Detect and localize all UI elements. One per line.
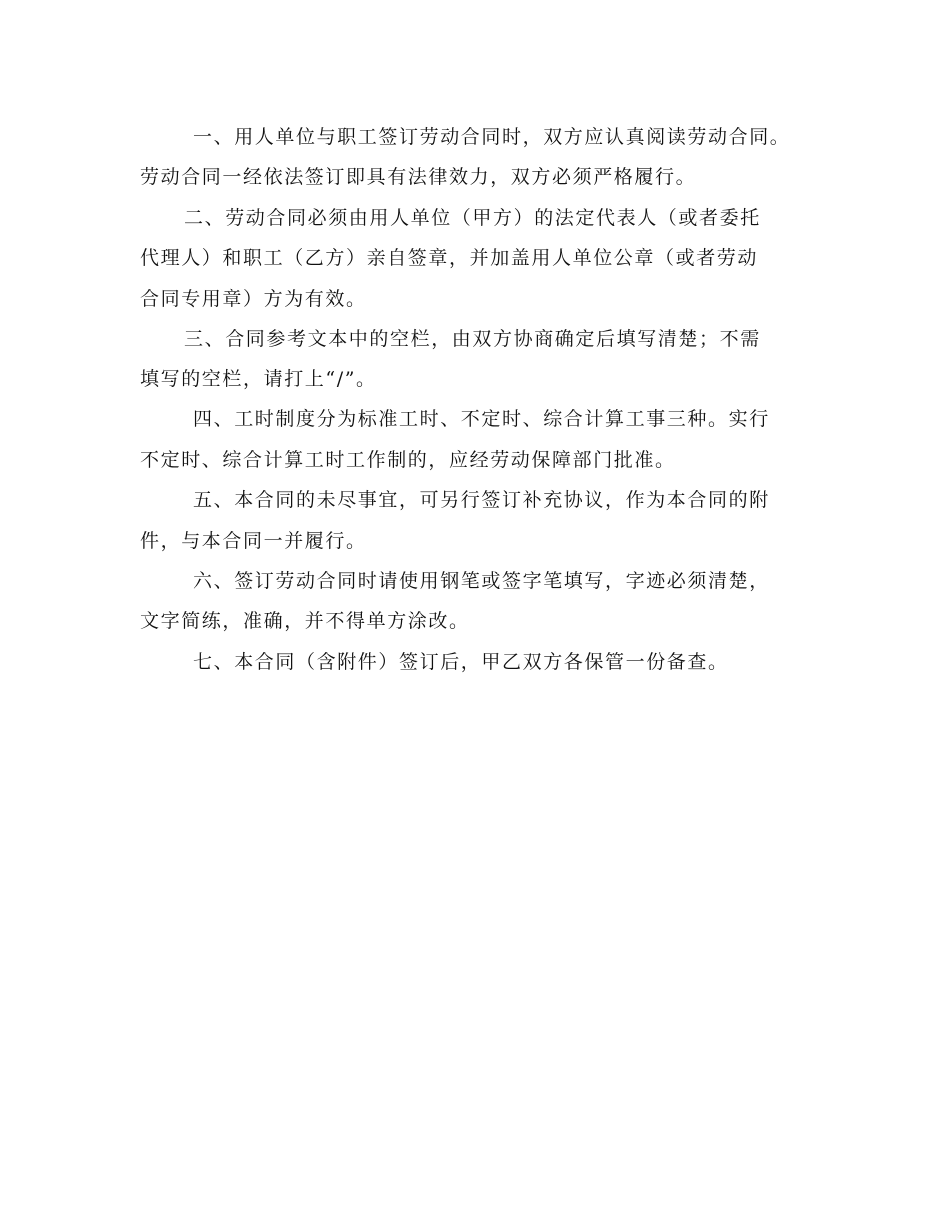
- item-3-line-1: 三、合同参考文本中的空栏，由双方协商确定后填写清楚；不需: [184, 328, 761, 350]
- item-2-line-3: 合同专用章）方为有效。: [140, 288, 367, 310]
- item-4-line-1: 四、工时制度分为标准工时、不定时、综合计算工事三种。实行: [193, 408, 770, 430]
- item-1-line-1: 一、用人单位与职工签订劳动合同时，双方应认真阅读劳动合同。: [193, 126, 791, 148]
- item-6-line-1: 六、签订劳动合同时请使用钢笔或签字笔填写，字迹必须清楚，: [193, 570, 770, 592]
- item-5-line-1: 五、本合同的未尽事宜，可另行签订补充协议，作为本合同的附: [193, 489, 770, 511]
- item-7-line-1: 七、本合同（含附件）签订后，甲乙双方各保管一份备查。: [193, 651, 729, 673]
- item-2-line-1: 二、劳动合同必须由用人单位（甲方）的法定代表人（或者委托: [184, 207, 761, 229]
- item-2-line-2: 代理人）和职工（乙方）亲自签章，并加盖用人单位公章（或者劳动: [140, 247, 759, 269]
- item-4-line-2: 不定时、综合计算工时工作制的，应经劳动保障部门批准。: [140, 449, 676, 471]
- item-6-line-2: 文字简练，准确，并不得单方涂改。: [140, 610, 470, 632]
- item-1-line-2: 劳动合同一经依法签订即具有法律效力，双方必须严格履行。: [140, 166, 697, 188]
- item-3-line-2: 填写的空栏，请打上“/”。: [140, 368, 377, 390]
- item-5-line-2: 件，与本合同一并履行。: [140, 530, 367, 552]
